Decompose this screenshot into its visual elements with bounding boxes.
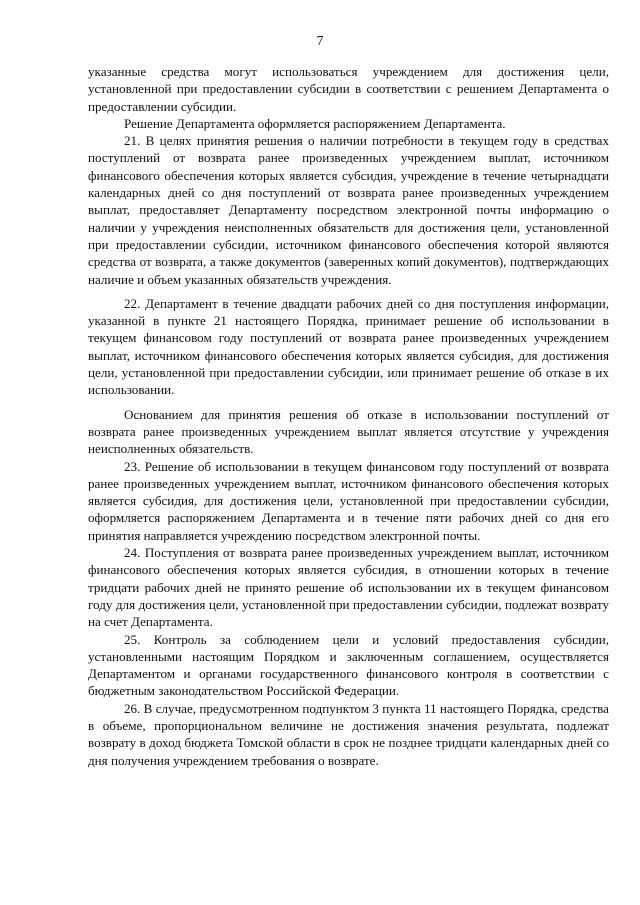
paragraph-decision-order: Решение Департамента оформляется распоряжением Департамента.: [124, 115, 506, 131]
paragraph-25: 25. Контроль за соблюдением цели и условий предоставления субсидии, установленными настоящим Порядком и заключенным соглашением, осуществляется Департаментом и органами государственного финансового контроля в соответствии с бюджетным законодательством Российской Федерации.: [88, 631, 609, 699]
paragraph-26: 26. В случае, предусмотренном подпунктом 3 пункта 11 настоящего Порядка, средства в объеме, пропорциональном величине не достижения значения результата, подлежат возврату в доход бюджета Томской области в срок не позднее тридцати календарных дней со дня получения учреждением требования о возврате.: [88, 700, 609, 768]
paragraph-21: 21. В целях принятия решения о наличии потребности в текущем году в средствах поступлений от возврата ранее произведенных учреждением выплат, источником финансового обеспечения которых является субсидия, учреждение в течение четырнадцати календарных дней со дня поступлений от возврата ранее произведенных учреждением выплат, предоставляет Департаменту посредством электронной почты информацию о наличии у учреждения неисполненных обязательств для достижения цели, установленной при предоставлении субсидии, источником финансового обеспечения которой являются средства от возврата, а также документов (заверенных копий документов), подтверждающих наличие и объем указанных обязательств учреждения.: [88, 133, 609, 287]
paragraph-continuation: указанные средства могут использоваться учреждением для достижения цели, установленной при предоставлении субсидии в соответствии с решением Департамента о предоставлении субсидии.: [88, 64, 609, 114]
paragraph-23: 23. Решение об использовании в текущем финансовом году поступлений от возврата ранее произведенных учреждением выплат, источником финансового обеспечения которых является субсидия, для достижения цели, установленной при предоставлении субсидии, оформляется распоряжением Департамента и в течение пяти рабочих дней со дня его принятия направляется учреждению посредством электронной почты.: [88, 458, 609, 543]
paragraph-22: 22. Департамент в течение двадцати рабочих дней со дня поступления информации, указанной в пункте 21 настоящего Порядка, принимает решение об использовании в текущем финансовом году поступлений от возврата ранее произведенных учреждением выплат, источником финансового обеспечения которых является субсидия, для достижения цели, установленной при предоставлении субсидии, или принимает решение об отказе в их использовании.: [88, 295, 609, 398]
paragraph-refusal-basis: Основанием для принятия решения об отказе в использовании поступлений от возврата ранее произведенных учреждением выплат является отсутствие у учреждения неисполненных обязательств.: [88, 406, 609, 457]
page-number: 7: [316, 33, 324, 48]
document-body: [88, 63, 609, 769]
paragraph-24: 24. Поступления от возврата ранее произведенных учреждением выплат, источником финансового обеспечения которых является субсидия, в отношении которых в течение тридцати рабочих дней не принято решение об использовании их в текущем финансовом году для достижения цели, установленной при предоставлении субсидии, подлежат возврату на счет Департамента.: [88, 545, 609, 630]
